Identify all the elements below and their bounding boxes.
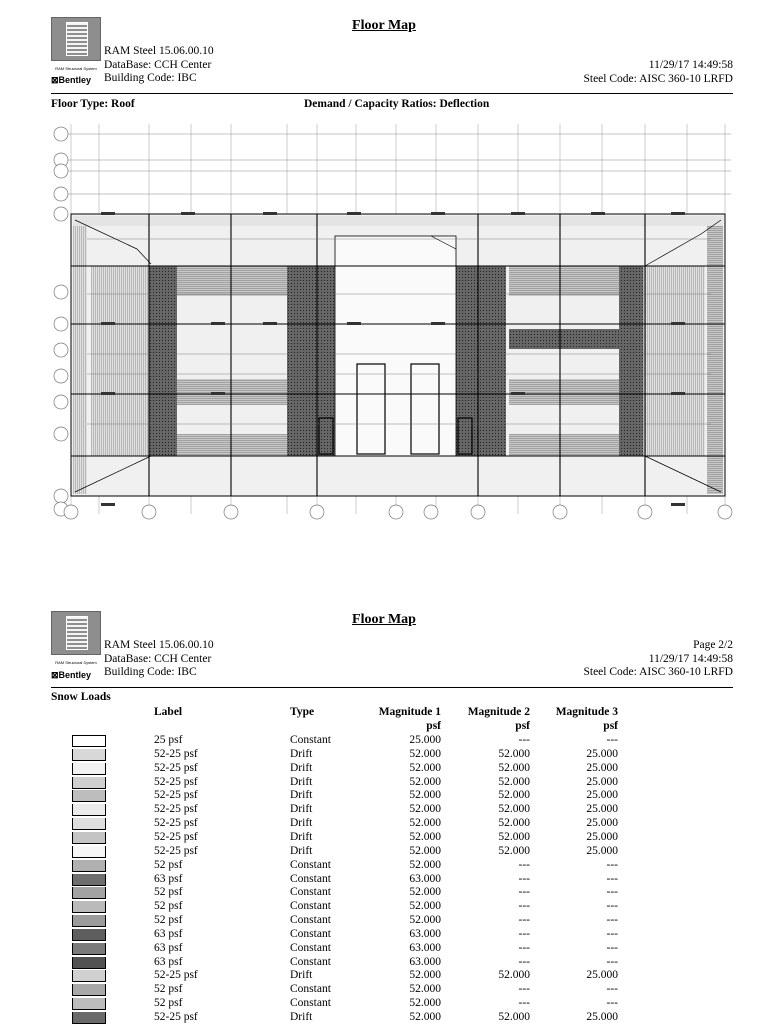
row-label: 25 psf	[154, 734, 183, 746]
row-magnitude-3: 25.000	[586, 761, 618, 774]
row-type: Drift	[290, 747, 313, 760]
load-swatch	[72, 777, 106, 789]
row-magnitude-2: 52.000	[498, 817, 530, 830]
col-m1: Magnitude 1 psf	[378, 706, 441, 732]
load-swatch	[72, 887, 106, 899]
database-name-2: DataBase: CCH Center	[104, 652, 212, 665]
bentley-logo-2: ⊠Bentley	[51, 670, 92, 680]
load-swatch	[72, 749, 106, 761]
steel-code-2: Steel Code: AISC 360-10 LRFD	[583, 666, 733, 678]
header-rule-2	[51, 687, 733, 688]
row-magnitude-3: 25.000	[586, 1011, 618, 1023]
row-magnitude-2: 52.000	[498, 775, 530, 788]
row-magnitude-2: 52.000	[498, 969, 530, 982]
load-swatch	[72, 970, 106, 982]
row-label: 52 psf	[154, 886, 183, 899]
row-type: Constant	[290, 983, 331, 996]
load-swatch	[72, 832, 106, 844]
row-magnitude-1: 52.000	[409, 761, 441, 774]
ram-logo	[51, 17, 101, 61]
row-magnitude-2: ---	[518, 734, 530, 746]
row-type: Drift	[290, 830, 313, 843]
load-swatch	[72, 998, 106, 1010]
row-label: 52-25 psf	[154, 775, 198, 788]
row-magnitude-3: 25.000	[586, 803, 618, 816]
row-magnitude-3: 25.000	[586, 747, 618, 760]
load-swatch	[72, 915, 106, 927]
row-type: Drift	[290, 1011, 313, 1023]
logo-subtitle: RAM Structural System	[55, 66, 97, 71]
col-m2: Magnitude 2 psf	[467, 706, 530, 732]
row-type: Drift	[290, 969, 313, 982]
load-swatch	[72, 929, 106, 941]
row-type: Drift	[290, 844, 313, 857]
row-magnitude-1: 63.000	[409, 941, 441, 954]
row-magnitude-2: 52.000	[498, 803, 530, 816]
row-magnitude-2: 52.000	[498, 789, 530, 802]
row-label: 52 psf	[154, 858, 183, 871]
row-magnitude-3: 25.000	[586, 775, 618, 788]
row-magnitude-3: ---	[606, 983, 618, 996]
load-swatch	[72, 790, 106, 802]
row-magnitude-1: 52.000	[409, 858, 441, 871]
floor-type: Floor Type: Roof	[51, 98, 135, 110]
row-magnitude-2: ---	[518, 886, 530, 899]
row-magnitude-1: 52.000	[409, 900, 441, 913]
row-magnitude-1: 52.000	[409, 817, 441, 830]
row-magnitude-2: 52.000	[498, 844, 530, 857]
row-label: 52-25 psf	[154, 789, 198, 802]
row-type: Constant	[290, 886, 331, 899]
row-magnitude-3: ---	[606, 914, 618, 927]
load-swatch	[72, 804, 106, 816]
row-type: Constant	[290, 900, 331, 913]
row-magnitude-1: 52.000	[409, 830, 441, 843]
load-swatch	[72, 860, 106, 872]
row-magnitude-2: 52.000	[498, 830, 530, 843]
building-code: Building Code: IBC	[104, 72, 197, 84]
row-magnitude-2: 52.000	[498, 761, 530, 774]
logo-subtitle-2: RAM Structural System	[55, 660, 97, 665]
row-magnitude-1: 52.000	[409, 789, 441, 802]
row-label: 52-25 psf	[154, 1011, 198, 1023]
row-magnitude-2: ---	[518, 900, 530, 913]
row-magnitude-1: 52.000	[409, 775, 441, 788]
row-magnitude-3: ---	[606, 997, 618, 1010]
row-magnitude-1: 52.000	[409, 747, 441, 760]
row-type: Constant	[290, 997, 331, 1010]
row-magnitude-2: ---	[518, 997, 530, 1010]
row-label: 52-25 psf	[154, 817, 198, 830]
load-swatch	[72, 984, 106, 996]
row-type: Constant	[290, 927, 331, 940]
load-swatch	[72, 874, 106, 886]
row-type: Constant	[290, 914, 331, 927]
page2-title: Floor Map	[352, 612, 416, 627]
row-type: Drift	[290, 789, 313, 802]
row-magnitude-2: ---	[518, 941, 530, 954]
page-number: Page 2/2	[693, 639, 733, 651]
row-label: 52-25 psf	[154, 803, 198, 816]
row-magnitude-3: 25.000	[586, 789, 618, 802]
header-rule	[51, 93, 733, 94]
row-magnitude-1: 52.000	[409, 844, 441, 857]
load-swatch	[72, 1012, 106, 1024]
row-magnitude-2: 52.000	[498, 747, 530, 760]
row-label: 52-25 psf	[154, 761, 198, 774]
row-type: Constant	[290, 858, 331, 871]
row-magnitude-1: 52.000	[409, 969, 441, 982]
row-magnitude-1: 52.000	[409, 914, 441, 927]
row-magnitude-1: 52.000	[409, 997, 441, 1010]
load-swatch	[72, 846, 106, 858]
page1-title: Floor Map	[352, 18, 416, 33]
row-magnitude-2: ---	[518, 927, 530, 940]
row-magnitude-2: ---	[518, 914, 530, 927]
row-magnitude-1: 52.000	[409, 1011, 441, 1023]
bentley-logo: ⊠Bentley	[51, 75, 92, 85]
load-swatch	[72, 763, 106, 775]
row-magnitude-1: 63.000	[409, 955, 441, 968]
row-magnitude-3: 25.000	[586, 830, 618, 843]
row-type: Constant	[290, 955, 331, 968]
row-magnitude-3: 25.000	[586, 844, 618, 857]
col-label: Label	[154, 706, 183, 718]
floor-plan-drawing	[51, 124, 741, 524]
row-magnitude-3: ---	[606, 900, 618, 913]
row-magnitude-2: ---	[518, 858, 530, 871]
row-magnitude-1: 63.000	[409, 927, 441, 940]
steel-code: Steel Code: AISC 360-10 LRFD	[583, 72, 733, 85]
ratio-title: Demand / Capacity Ratios: Deflection	[304, 98, 490, 110]
row-label: 52 psf	[154, 983, 183, 996]
load-swatch	[72, 943, 106, 955]
row-label: 63 psf	[154, 872, 183, 885]
database-name: DataBase: CCH Center	[104, 58, 212, 71]
row-magnitude-3: 25.000	[586, 969, 618, 982]
report-datetime: 11/29/17 14:49:58	[648, 59, 733, 71]
report-datetime-2: 11/29/17 14:49:58	[648, 652, 733, 665]
row-magnitude-2: ---	[518, 955, 530, 968]
row-magnitude-2: ---	[518, 872, 530, 885]
row-magnitude-3: 25.000	[586, 817, 618, 830]
row-label: 63 psf	[154, 955, 183, 968]
row-type: Constant	[290, 734, 331, 746]
row-label: 63 psf	[154, 927, 183, 940]
row-magnitude-1: 52.000	[409, 983, 441, 996]
row-type: Drift	[290, 761, 313, 774]
row-type: Drift	[290, 817, 313, 830]
row-label: 52 psf	[154, 900, 183, 913]
row-magnitude-1: 52.000	[409, 886, 441, 899]
row-type: Constant	[290, 872, 331, 885]
load-swatch	[72, 735, 106, 747]
row-magnitude-3: ---	[606, 734, 618, 746]
row-magnitude-3: ---	[606, 955, 618, 968]
row-label: 52 psf	[154, 914, 183, 927]
row-type: Drift	[290, 803, 313, 816]
row-label: 52-25 psf	[154, 969, 198, 982]
row-magnitude-3: ---	[606, 858, 618, 871]
row-magnitude-3: ---	[606, 927, 618, 940]
load-swatch	[72, 957, 106, 969]
col-type: Type	[290, 706, 315, 718]
row-type: Constant	[290, 941, 331, 954]
row-magnitude-1: 52.000	[409, 803, 441, 816]
software-version: RAM Steel 15.06.00.10	[104, 45, 214, 57]
row-type: Drift	[290, 775, 313, 788]
row-label: 52 psf	[154, 997, 183, 1010]
row-magnitude-2: ---	[518, 983, 530, 996]
section-title: Snow Loads	[51, 691, 111, 703]
row-label: 63 psf	[154, 941, 183, 954]
software-version-2: RAM Steel 15.06.00.10	[104, 639, 214, 651]
row-label: 52-25 psf	[154, 830, 198, 843]
row-magnitude-3: ---	[606, 941, 618, 954]
row-magnitude-3: ---	[606, 872, 618, 885]
row-magnitude-1: 63.000	[409, 872, 441, 885]
row-magnitude-1: 25.000	[409, 734, 441, 746]
col-m3: Magnitude 3 psf	[555, 706, 618, 732]
row-label: 52-25 psf	[154, 844, 198, 857]
row-label: 52-25 psf	[154, 747, 198, 760]
row-magnitude-3: ---	[606, 886, 618, 899]
row-magnitude-2: 52.000	[498, 1011, 530, 1023]
building-code-2: Building Code: IBC	[104, 666, 197, 678]
ram-logo-2	[51, 611, 101, 655]
load-swatch	[72, 818, 106, 830]
load-swatch	[72, 901, 106, 913]
